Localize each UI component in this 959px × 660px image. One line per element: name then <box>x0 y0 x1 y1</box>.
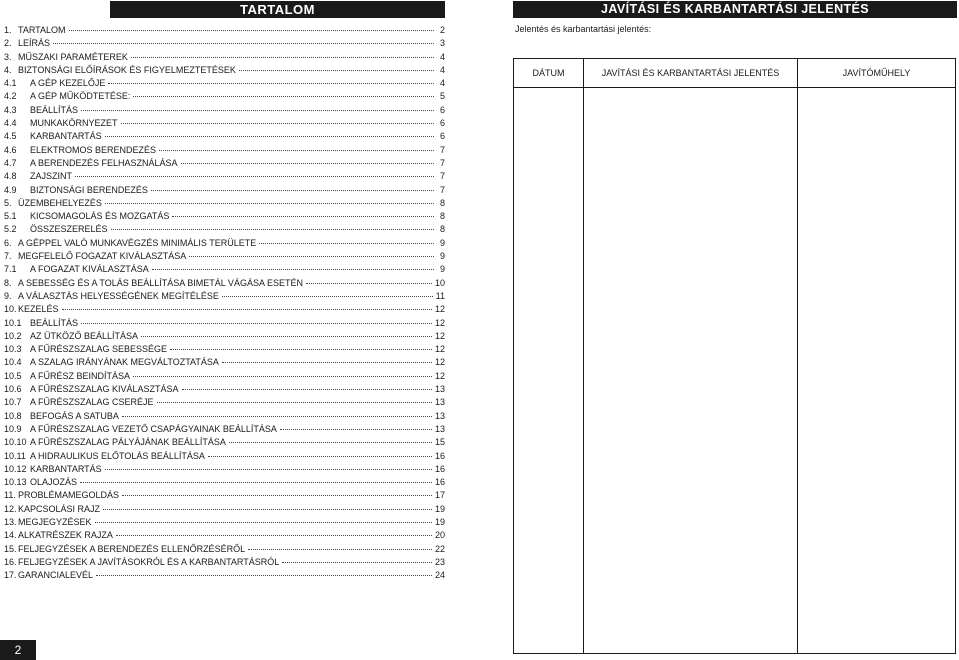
toc-entry-page: 6 <box>439 118 445 129</box>
toc-entry-title: FELJEGYZÉSEK A JAVÍTÁSOKRÓL ÉS A KARBANTARTÁSRÓL <box>18 556 280 567</box>
toc-entry-page: 9 <box>439 264 445 275</box>
toc-dot-leader <box>131 48 434 58</box>
toc-dot-leader <box>181 154 434 164</box>
toc-entry-page: 13 <box>434 397 445 408</box>
toc-entry-number: 6. <box>4 237 12 248</box>
toc-dot-leader <box>53 34 434 44</box>
toc-entry-title: AZ ÜTKÖZŐ BEÁLLÍTÁSA <box>30 330 139 341</box>
toc-dot-leader <box>248 540 432 550</box>
toc-entry-page: 23 <box>434 556 445 567</box>
toc-entry-title: A SZALAG IRÁNYÁNAK MEGVÁLTOZTATÁSA <box>30 357 219 368</box>
toc-entry-number: 10.1 <box>4 317 22 328</box>
toc-entry-page: 6 <box>439 131 445 142</box>
toc-entry-page: 24 <box>434 570 445 581</box>
column-header-date: DÁTUM <box>514 59 584 88</box>
toc-entry-number: 2. <box>4 38 12 49</box>
toc-entry-title: BIZTONSÁGI BERENDEZÉS <box>30 184 148 195</box>
toc-dot-leader <box>159 141 434 151</box>
toc-entry-page: 7 <box>439 144 445 155</box>
toc-dot-leader <box>133 87 434 97</box>
toc-dot-leader <box>133 367 432 377</box>
toc-entry-title: A FŰRÉSZSZALAG CSERÉJE <box>30 397 154 408</box>
toc-entry-page: 12 <box>434 357 445 368</box>
toc-entry-title: A FŰRÉSZSZALAG PÁLYÁJÁNAK BEÁLLÍTÁSA <box>30 437 226 448</box>
toc-entry-title: KARBANTARTÁS <box>30 131 102 142</box>
column-header-workshop: JAVÍTÓMŰHELY <box>798 59 955 88</box>
toc-entry-number: 10.6 <box>4 384 22 395</box>
toc-entry-number: 10.7 <box>4 397 22 408</box>
toc-entry-title: KAPCSOLÁSI RAJZ <box>18 503 101 514</box>
toc-entry-title: PROBLÉMAMEGOLDÁS <box>18 490 120 501</box>
toc-entry-number: 4.1 <box>4 78 17 89</box>
toc-dot-leader <box>95 513 432 523</box>
toc-entry-page: 17 <box>434 490 445 501</box>
toc-entry-title: A FŰRÉSZSZALAG VEZETŐ CSAPÁGYAINAK BEÁLLÍTÁSA <box>30 423 277 434</box>
toc-entry-page: 8 <box>439 211 445 222</box>
toc-entry-number: 4.8 <box>4 171 17 182</box>
toc-dot-leader <box>152 260 434 270</box>
toc-entry-number: 5.2 <box>4 224 17 235</box>
toc-entry-number: 10.13 <box>4 477 27 488</box>
toc-entry-page: 8 <box>439 224 445 235</box>
toc-entry-title: ELEKTROMOS BERENDEZÉS <box>30 144 157 155</box>
toc-entry-page: 16 <box>434 463 445 474</box>
toc-entry-title: A GÉP MŰKÖDTETÉSE: <box>30 91 131 102</box>
toc-entry-title: ÜZEMBEHELYEZÉS <box>18 197 102 208</box>
toc-entry-number: 10.9 <box>4 423 22 434</box>
toc-entry-number: 11. <box>4 490 16 501</box>
toc-entry-number: 1. <box>4 25 12 35</box>
toc-entry-page: 12 <box>434 304 445 315</box>
toc-dot-leader <box>111 220 434 230</box>
toc-entry-title: MŰSZAKI PARAMÉTEREK <box>18 51 128 62</box>
toc-entry-page: 10 <box>434 277 445 288</box>
page-number: 2 <box>0 640 36 660</box>
toc-entry-title: A VÁLASZTÁS HELYESSÉGÉNEK MEGÍTÉLÉSE <box>18 290 219 301</box>
toc-dot-leader <box>239 61 434 71</box>
toc-entry-title: A FOGAZAT KIVÁLASZTÁSA <box>30 264 149 275</box>
toc-entry-page: 16 <box>434 450 445 461</box>
column-divider <box>583 88 584 653</box>
toc-dot-leader <box>182 380 432 390</box>
toc-entry-page: 16 <box>434 477 445 488</box>
toc-entry <box>4 568 445 581</box>
toc-entry-title: FELJEGYZÉSEK A BERENDEZÉS ELLENŐRZÉSÉRŐL <box>18 543 246 554</box>
toc-dot-leader <box>75 167 434 177</box>
toc-entry-number: 4. <box>4 64 12 75</box>
toc-dot-leader <box>282 553 432 563</box>
toc-entry-number: 9. <box>4 290 12 301</box>
toc-dot-leader <box>81 314 432 324</box>
toc-dot-leader <box>105 194 434 204</box>
toc-entry-number: 10.5 <box>4 370 22 381</box>
toc-entry-page: 5 <box>439 91 445 102</box>
toc-entry-page: 8 <box>439 197 445 208</box>
toc-entry-page: 11 <box>435 290 445 301</box>
toc-entry-page: 4 <box>439 78 445 89</box>
toc-dot-leader <box>229 433 432 443</box>
toc-dot-leader <box>69 21 434 31</box>
toc-dot-leader <box>121 114 434 124</box>
toc-entry-number: 16. <box>4 556 17 567</box>
column-header-work: JAVÍTÁSI ÉS KARBANTARTÁSI JELENTÉS <box>584 59 798 88</box>
toc-entry-number: 4.4 <box>4 118 17 129</box>
toc-entry-number: 12. <box>4 503 17 514</box>
toc-entry-number: 3. <box>4 51 12 62</box>
toc-entry-title: KICSOMAGOLÁS ÉS MOZGATÁS <box>30 211 170 222</box>
toc-entry-page: 12 <box>434 370 445 381</box>
repair-log-table <box>513 58 956 654</box>
toc-entry-page: 7 <box>439 157 445 168</box>
toc-entry-page: 19 <box>434 503 445 514</box>
toc-entry-page: 4 <box>439 51 445 62</box>
toc-dot-leader <box>105 460 432 470</box>
toc-entry-title: A FŰRÉSZ BEINDÍTÁSA <box>30 370 131 381</box>
toc-entry-number: 4.3 <box>4 104 17 115</box>
toc-entry-page: 12 <box>434 344 445 355</box>
toc-entry-number: 8. <box>4 277 12 288</box>
toc-entry-page: 7 <box>439 184 445 195</box>
toc-entry-title: MUNKAKÖRNYEZET <box>30 118 118 129</box>
toc-dot-leader <box>116 526 432 536</box>
toc-entry-page: 6 <box>439 104 445 115</box>
toc-entry-number: 10.4 <box>4 357 22 368</box>
toc-entry-number: 5.1 <box>4 211 17 222</box>
toc-entry-number: 17. <box>4 570 17 581</box>
toc-entry-page: 12 <box>434 317 445 328</box>
toc-entry-title: ZAJSZINT <box>30 171 72 182</box>
toc-entry-title: A FŰRÉSZSZALAG SEBESSÉGE <box>30 344 168 355</box>
toc-entry-page: 3 <box>439 38 445 49</box>
toc-entry-number: 14. <box>4 530 17 541</box>
toc-entry-title: GARANCIALEVÉL <box>18 570 94 581</box>
toc-entry-title: KEZELÉS <box>18 304 59 315</box>
toc-dot-leader <box>108 74 434 84</box>
toc-entry-number: 4.5 <box>4 131 17 142</box>
toc-entry-title: BEÁLLÍTÁS <box>30 104 79 115</box>
toc-entry-title: BEFOGÁS A SATUBA <box>30 410 119 421</box>
toc-dot-leader <box>80 473 432 483</box>
toc-entry-page: 20 <box>434 530 445 541</box>
log-intro-text: Jelentés és karbantartási jelentés: <box>515 24 652 34</box>
toc-entry-title: BEÁLLÍTÁS <box>30 317 79 328</box>
toc-dot-leader <box>122 486 432 496</box>
toc-dot-leader <box>189 247 434 257</box>
toc-entry-number: 10.10 <box>4 437 27 448</box>
toc-entry-number: 7.1 <box>4 264 17 275</box>
toc-dot-leader <box>222 353 432 363</box>
toc-entry-title: MEGFELELŐ FOGAZAT KIVÁLASZTÁSA <box>18 251 187 262</box>
toc-entry-page: 2 <box>439 25 445 35</box>
toc-dot-leader <box>141 327 432 337</box>
toc-entry-number: 10.2 <box>4 330 22 341</box>
toc-entry-number: 5. <box>4 197 12 208</box>
toc-entry-number: 4.7 <box>4 157 17 168</box>
toc-entry-title: A HIDRAULIKUS ELŐTOLÁS BEÁLLÍTÁSA <box>30 450 205 461</box>
toc-entry-number: 10.8 <box>4 410 22 421</box>
toc-dot-leader <box>259 234 434 244</box>
toc-dot-leader <box>122 407 432 417</box>
toc-entry-page: 9 <box>439 251 445 262</box>
toc-entry-number: 7. <box>4 251 12 262</box>
toc-entry-title: BIZTONSÁGI ELŐÍRÁSOK ÉS FIGYELMEZTETÉSEK <box>18 64 236 75</box>
toc-dot-leader <box>172 207 434 217</box>
log-heading: JAVÍTÁSI ÉS KARBANTARTÁSI JELENTÉS <box>513 1 957 18</box>
toc-dot-leader <box>103 500 432 510</box>
toc-entry-title: KARBANTARTÁS <box>30 463 102 474</box>
toc-dot-leader <box>62 300 432 310</box>
toc-entry-number: 10.3 <box>4 344 22 355</box>
toc-dot-leader <box>208 447 432 457</box>
toc-entry-page: 13 <box>434 410 445 421</box>
toc-dot-leader <box>96 566 432 576</box>
toc-entry-number: 10. <box>4 304 17 315</box>
toc-entry-number: 10.12 <box>4 463 27 474</box>
toc-entry-page: 15 <box>434 437 445 448</box>
toc-entry-number: 15. <box>4 543 17 554</box>
toc-entry-number: 10.11 <box>4 450 26 461</box>
toc-dot-leader <box>157 393 432 403</box>
toc-dot-leader <box>280 420 432 430</box>
toc-entry-page: 4 <box>439 64 445 75</box>
toc-dot-leader <box>81 101 434 111</box>
toc-entry-page: 7 <box>439 171 445 182</box>
toc-dot-leader <box>222 287 433 297</box>
toc-entry-page: 12 <box>434 330 445 341</box>
toc-dot-leader <box>306 274 432 284</box>
toc-entry-number: 4.2 <box>4 91 17 102</box>
toc-entry-title: A BERENDEZÉS FELHASZNÁLÁSA <box>30 157 178 168</box>
toc-entry-title: LEÍRÁS <box>18 38 51 49</box>
toc-entry-title: MEGJEGYZÉSEK <box>18 516 92 527</box>
toc-dot-leader <box>105 127 434 137</box>
toc-entry-number: 13. <box>4 516 17 527</box>
table-of-contents <box>4 23 445 581</box>
toc-heading: TARTALOM <box>110 1 445 18</box>
toc-entry-title: ALKATRÉSZEK RAJZA <box>18 530 113 541</box>
toc-entry-page: 13 <box>434 384 445 395</box>
toc-entry-title: A GÉP KEZELŐJE <box>30 78 106 89</box>
toc-entry-page: 13 <box>434 423 445 434</box>
toc-entry-number: 4.6 <box>4 144 17 155</box>
toc-dot-leader <box>170 340 432 350</box>
toc-entry-title: A SEBESSÉG ÉS A TOLÁS BEÁLLÍTÁSA BIMETÁL VÁGÁSA ESETÉN <box>18 277 303 288</box>
toc-entry-title: OLAJOZÁS <box>30 477 78 488</box>
toc-entry-title: ÖSSZESZERELÉS <box>30 224 108 235</box>
toc-entry-number: 4.9 <box>4 184 17 195</box>
toc-entry-title: TARTALOM <box>18 25 66 35</box>
toc-entry-page: 19 <box>434 516 445 527</box>
column-divider <box>797 88 798 653</box>
toc-entry-page: 22 <box>434 543 445 554</box>
toc-entry-page: 9 <box>439 237 445 248</box>
toc-dot-leader <box>151 181 434 191</box>
toc-entry-title: A FŰRÉSZSZALAG KIVÁLASZTÁSA <box>30 384 179 395</box>
toc-entry-title: A GÉPPEL VALÓ MUNKAVÉGZÉS MINIMÁLIS TERÜLETE <box>18 237 257 248</box>
